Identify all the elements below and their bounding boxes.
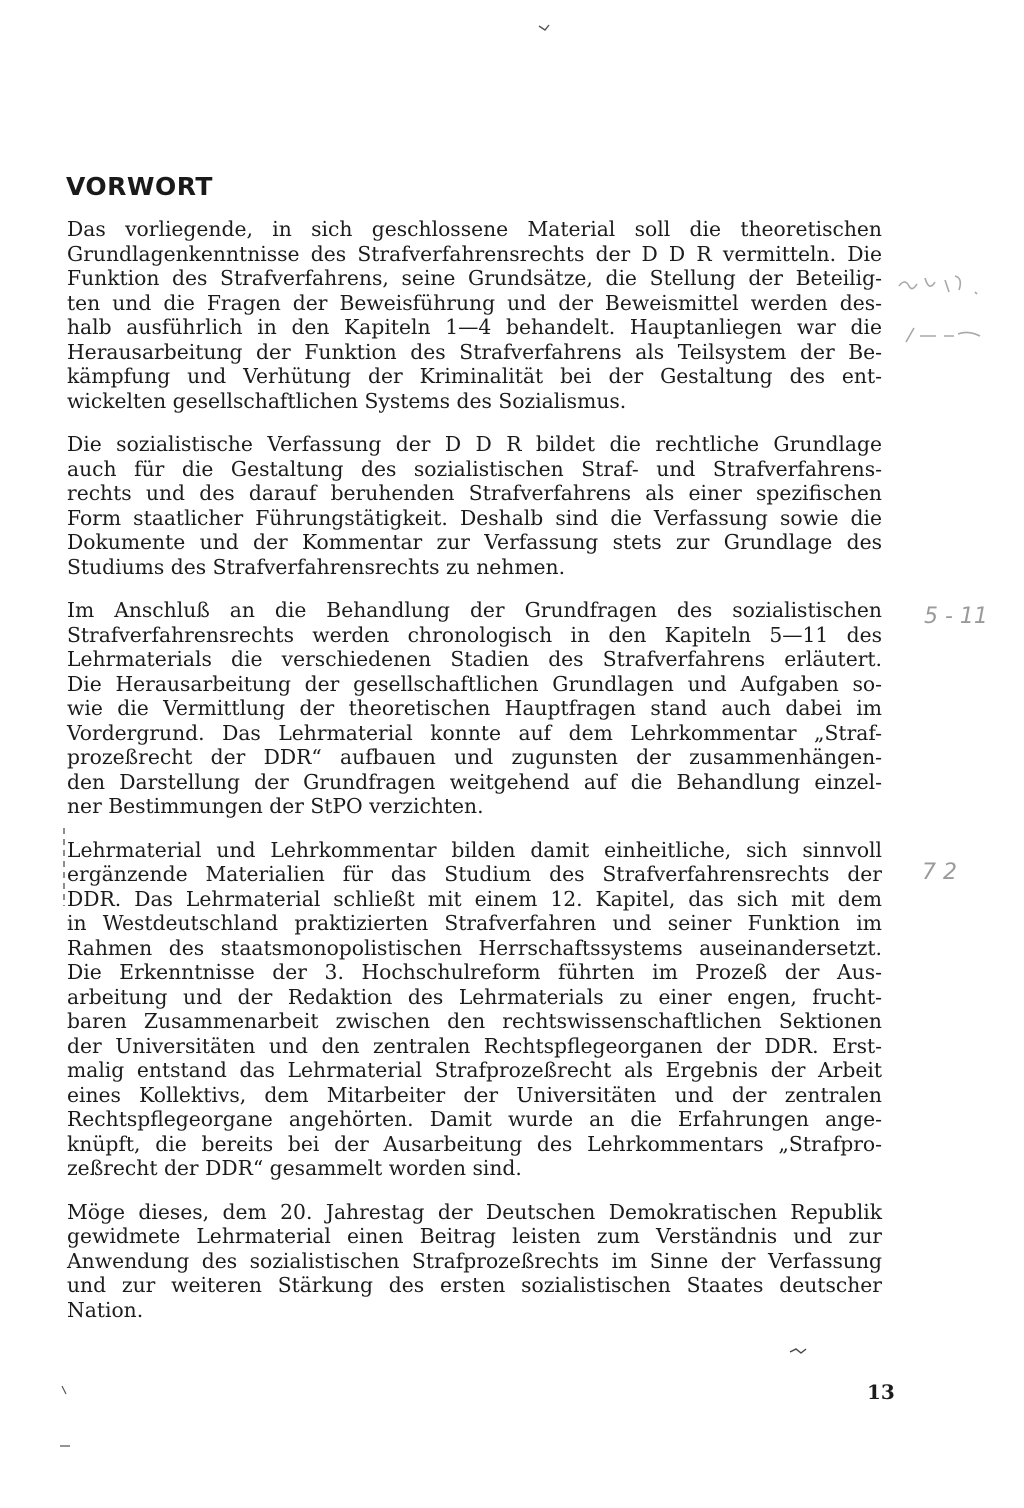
margin-note-chapters: 5 - 11 <box>924 604 988 629</box>
margin-scribble-2 <box>900 322 990 348</box>
paragraph-5 <box>67 1200 882 1323</box>
paragraph-4 <box>67 838 882 1181</box>
page-number: 13 <box>867 1380 895 1404</box>
text-line: Die sozialistische Verfassung der D D R bildet die rechtliche Grundlage <box>67 432 882 456</box>
text-line: DDR. Das Lehrmaterial schließt mit einem 12. Kapitel, das sich mit dem <box>67 886 882 911</box>
text-line: zeßrecht der DDR“ gesammelt worden sind. <box>67 1156 522 1180</box>
paragraph-1 <box>67 217 882 413</box>
text-line: Nation. <box>67 1297 144 1322</box>
text-line: wie die Vermittlung der theoretischen Hauptfragen stand auch dabei im <box>67 696 882 720</box>
text-line: Das vorliegende, in sich geschlossene Material soll die theoretischen <box>67 217 882 241</box>
text-line: Die Herausarbeitung der gesellschaftlichen Grundlagen und Aufgaben so- <box>67 671 882 696</box>
text-line: Dokumente und der Kommentar zur Verfassung stets zur Grundlage des <box>67 530 882 554</box>
text-line: arbeitung und der Redaktion des Lehrmaterials zu einer engen, frucht- <box>67 984 882 1009</box>
text-line: Die Erkenntnisse der 3. Hochschulreform führten im Prozeß der Aus- <box>67 960 882 984</box>
text-line: den Darstellung der Grundfragen weitgehend auf die Behandlung einzel- <box>67 769 882 794</box>
text-line: Vordergrund. Das Lehrmaterial konnte auf dem Lehrkommentar „Straf- <box>67 720 882 745</box>
text-line: Grundlagenkenntnisse des Strafverfahrensrechts der D D R vermitteln. Die <box>67 241 882 266</box>
scan-speck-bottom <box>788 1346 808 1356</box>
text-line: Form staatlicher Führungstätigkeit. Deshalb sind die Verfassung sowie die <box>67 505 882 530</box>
text-line: Rechtspflegeorgane angehörten. Damit wurde an die Erfahrungen ange- <box>67 1107 882 1131</box>
text-line: eines Kollektivs, dem Mitarbeiter der Universitäten und der zentralen <box>67 1082 882 1107</box>
text-line: Rahmen des staatsmonopolistischen Herrschaftssystems auseinandersetzt. <box>67 935 882 960</box>
paragraph-2 <box>67 432 882 579</box>
margin-note-number: 7 2 <box>922 860 957 885</box>
text-line: ner Bestimmungen der StPO verzichten. <box>67 794 484 818</box>
text-line: ten und die Fragen der Beweisführung und der Beweismittel werden des- <box>67 290 882 315</box>
text-line: in Westdeutschland praktizierten Strafverfahren und seiner Funktion im <box>67 911 882 935</box>
scan-speck-left <box>58 1384 72 1454</box>
text-line: Funktion des Strafverfahrens, seine Grundsätze, die Stellung der Beteilig- <box>67 266 882 290</box>
margin-scribble-1 <box>895 270 990 302</box>
text-line: gewidmete Lehrmaterial einen Beitrag leisten zum Verständnis und zur <box>67 1224 882 1248</box>
text-line: ergänzende Materialien für das Studium des Strafverfahrensrechts der <box>67 862 882 886</box>
text-line: kämpfung und Verhütung der Kriminalität bei der Gestaltung des ent- <box>67 364 882 388</box>
text-line: wickelten gesellschaftlichen Systems des Sozialismus. <box>67 388 627 413</box>
text-line: der Universitäten und den zentralen Rechtspflegeorganen der DDR. Erst- <box>67 1033 882 1058</box>
margin-bracket-line <box>58 826 70 908</box>
paragraph-3 <box>67 598 882 819</box>
text-line: Lehrmaterial und Lehrkommentar bilden damit einheitliche, sich sinnvoll <box>67 837 882 862</box>
text-line: prozeßrecht der DDR“ aufbauen und zugunsten der zusammenhängen- <box>67 745 882 769</box>
text-line: malig entstand das Lehrmaterial Strafprozeßrecht als Ergebnis der Arbeit <box>67 1058 882 1082</box>
text-line: knüpft, die bereits bei der Ausarbeitung des Lehrkommentars „Strafpro- <box>67 1131 882 1156</box>
text-line: baren Zusammenarbeit zwischen den rechtswissenschaftlichen Sektionen <box>67 1009 882 1033</box>
text-line: Studiums des Strafverfahrensrechts zu nehmen. <box>67 554 566 579</box>
text-line: Möge dieses, dem 20. Jahrestag der Deutschen Demokratischen Republik <box>67 1199 882 1224</box>
page-heading: VORWORT <box>66 172 213 201</box>
scan-speck-top <box>537 22 553 34</box>
text-line: Anwendung des sozialistischen Strafprozeßrechts im Sinne der Verfassung <box>67 1248 882 1273</box>
text-line: Lehrmaterials die verschiedenen Stadien des Strafverfahrens erläutert. <box>67 647 882 671</box>
body-text <box>67 217 882 1341</box>
text-line: Herausarbeitung der Funktion des Strafverfahrens als Teilsystem der Be- <box>67 339 882 364</box>
text-line: rechts und des darauf beruhenden Strafverfahrens als einer spezifischen <box>67 481 882 505</box>
text-line: Strafverfahrensrechts werden chronologisch in den Kapiteln 5—11 des <box>67 622 882 647</box>
text-line: halb ausführlich in den Kapiteln 1—4 behandelt. Hauptanliegen war die <box>67 315 882 339</box>
text-line: und zur weiteren Stärkung des ersten sozialistischen Staates deutscher <box>67 1273 882 1297</box>
text-line: auch für die Gestaltung des sozialistischen Straf- und Strafverfahrens- <box>67 456 882 481</box>
text-line: Im Anschluß an die Behandlung der Grundfragen des sozialistischen <box>67 598 882 622</box>
